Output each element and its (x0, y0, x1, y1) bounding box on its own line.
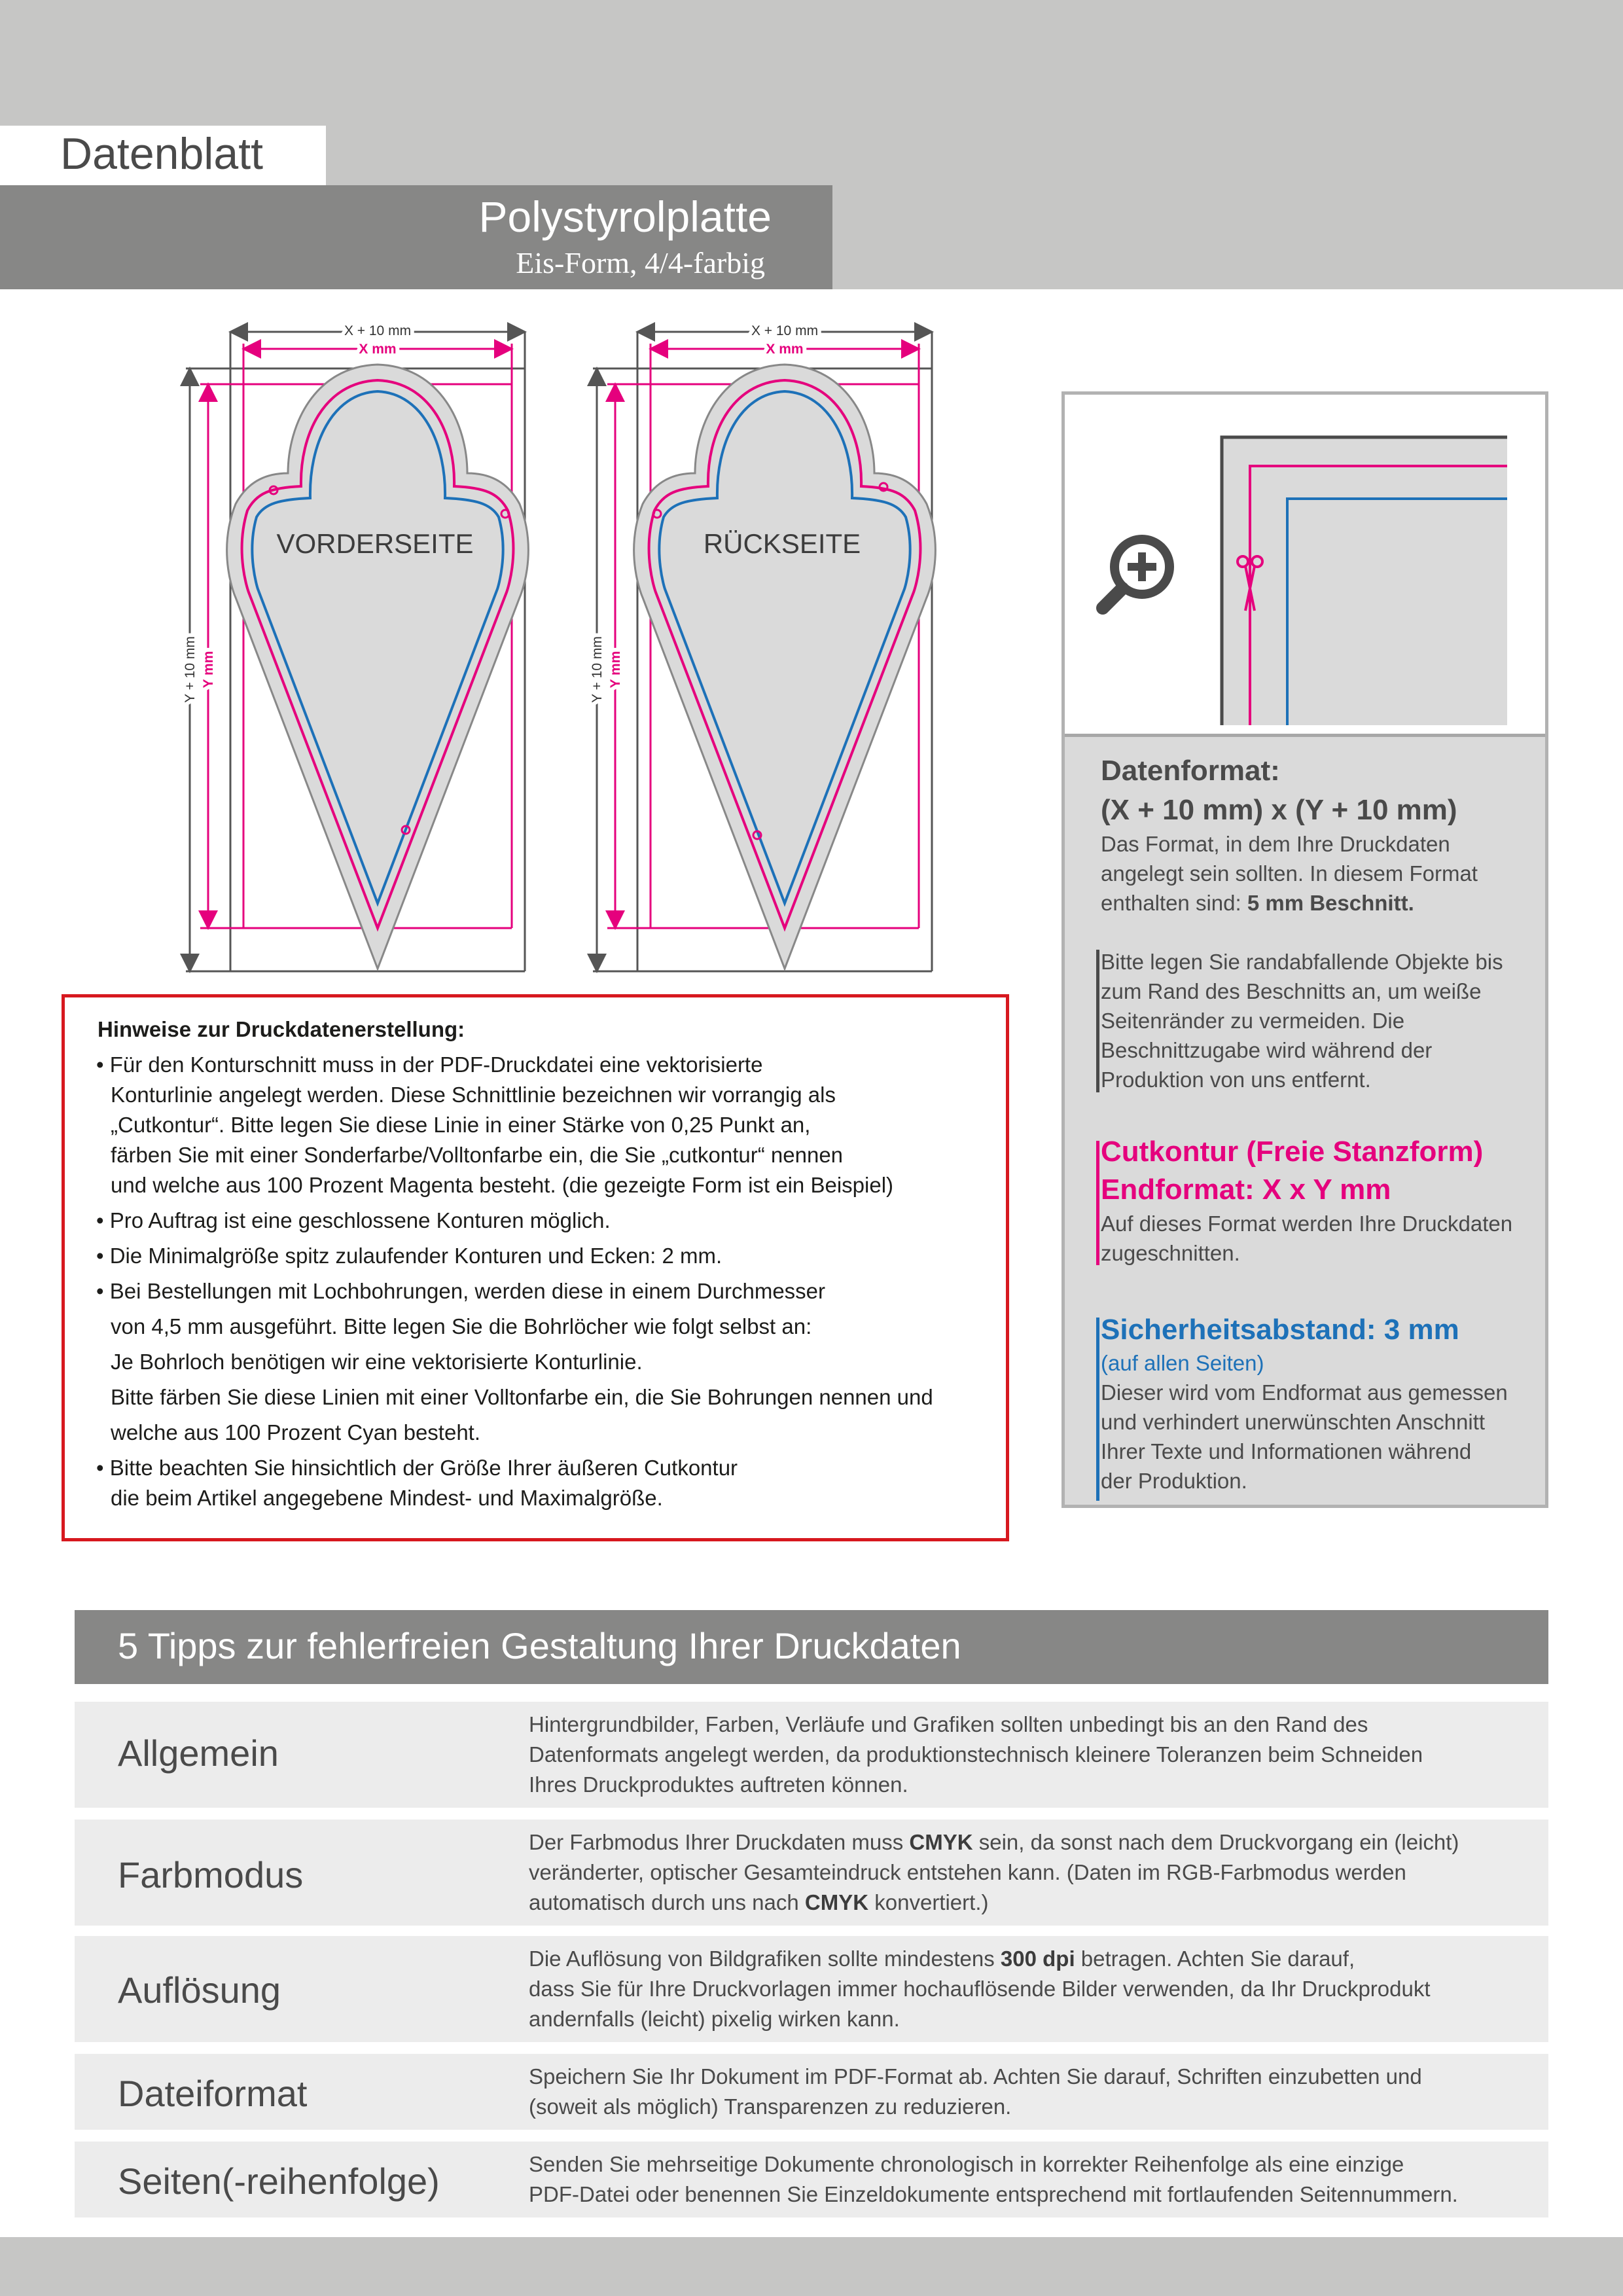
tip-text-bold: CMYK (804, 1890, 869, 1914)
tip-label: Dateiformat (118, 2073, 308, 2114)
format-text-bold: 5 mm Beschnitt. (1247, 891, 1414, 915)
back-dim-y-inner: Y mm (608, 651, 623, 689)
product-title: Polystyrolplatte (478, 192, 772, 241)
notes-line: färben Sie mit einer Sonderfarbe/Volltonfarbe ein, die Sie „cutkontur“ nennen (111, 1143, 844, 1167)
safe-text-2: und verhindert unerwünschten Anschnitt (1101, 1410, 1486, 1434)
notes-line: • Bei Bestellungen mit Lochbohrungen, werden diese in einem Durchmesser (96, 1279, 826, 1303)
notes-heading: Hinweise zur Druckdatenerstellung: (98, 1017, 465, 1041)
tip-text-part: konvertiert.) (868, 1890, 989, 1914)
cut-title-2: Endformat: X x Y mm (1101, 1174, 1391, 1206)
format-text-2: angelegt sein sollten. In diesem Format (1101, 861, 1478, 886)
notes-line: • Die Minimalgröße spitz zulaufender Konturen und Ecken: 2 mm. (96, 1244, 722, 1268)
format-text-3a: enthalten sind: (1101, 891, 1247, 915)
tip-text-part: betragen. Achten Sie darauf, (1075, 1946, 1355, 1971)
format-text-1: Das Format, in dem Ihre Druckdaten (1101, 832, 1450, 856)
tip-row-farbmodus (75, 1820, 1548, 1926)
bleed-text-2: zum Rand des Beschnitts an, um weiße (1101, 979, 1482, 1003)
tip-text: Hintergrundbilder, Farben, Verläufe und Grafiken sollten unbedingt bis an den Rand des (529, 1712, 1368, 1736)
tip-text: andernfalls (leicht) pixelig wirken kann. (529, 2007, 900, 2031)
cut-text-1: Auf dieses Format werden Ihre Druckdaten (1101, 1211, 1513, 1236)
tips-heading: 5 Tipps zur fehlerfreien Gestaltung Ihrer Druckdaten (118, 1625, 961, 1666)
tip-text: dass Sie für Ihre Druckvorlagen immer hochauflösende Bilder verwenden, da Ihr Druckprodukt (529, 1977, 1431, 2001)
front-label: VORDERSEITE (276, 528, 474, 559)
bleed-text-3: Seitenränder zu vermeiden. Die (1101, 1009, 1405, 1033)
notes-line: Konturlinie angelegt werden. Diese Schnittlinie bezeichnen wir vorrangig als (111, 1083, 836, 1107)
product-variant: Eis-Form, 4/4-farbig (516, 246, 765, 279)
tip-label: Farbmodus (118, 1854, 304, 1895)
cut-title-1: Cutkontur (Freie Stanzform) (1101, 1136, 1484, 1168)
doc-type-label: Datenblatt (60, 129, 263, 179)
safe-text-3: Ihrer Texte und Informationen während (1101, 1439, 1472, 1463)
format-text-3 (1101, 888, 1414, 918)
tip-row-seitenreihenfolge (75, 2142, 1548, 2217)
notes-line: Bitte färben Sie diese Linien mit einer Volltonfarbe ein, die Sie Bohrungen nennen und (111, 1385, 933, 1409)
tip-text: PDF-Datei oder benennen Sie Einzeldokumente entsprechend mit fortlaufenden Seitennummern. (529, 2182, 1458, 2206)
tip-text-bold: CMYK (909, 1830, 973, 1854)
safe-text-4: der Produktion. (1101, 1469, 1247, 1493)
tip-label: Auflösung (118, 1969, 281, 2011)
bleed-text-4: Beschnittzugabe wird während der (1101, 1038, 1433, 1062)
front-dim-x-inner: X mm (359, 342, 397, 357)
footer-bar (0, 2237, 1623, 2296)
tip-text-part: automatisch durch uns nach (529, 1890, 805, 1914)
bleed-bar (1096, 950, 1099, 1092)
tip-text (529, 1888, 988, 1918)
notes-line: • Bitte beachten Sie hinsichtlich der Größe Ihrer äußeren Cutkontur (96, 1456, 738, 1480)
tips-heading-bar (75, 1610, 1548, 1684)
format-title-1: Datenformat: (1101, 755, 1280, 787)
print-notes-box (62, 994, 1009, 1541)
safe-text-1: Dieser wird vom Endformat aus gemessen (1101, 1380, 1508, 1405)
tip-text: Ihres Druckproduktes auftreten können. (529, 1772, 908, 1797)
bleed-text-5: Produktion von uns entfernt. (1101, 1067, 1371, 1092)
front-dim-x-outer: X + 10 mm (344, 323, 412, 338)
front-dim-y-outer: Y + 10 mm (183, 636, 198, 703)
tip-text-part: Die Auflösung von Bildgrafiken sollte mindestens (529, 1946, 1001, 1971)
safe-bar (1096, 1318, 1099, 1501)
tip-text-part: sein, da sonst nach dem Druckvorgang ein (leicht) (972, 1830, 1459, 1854)
bleed-text-1: Bitte legen Sie randabfallende Objekte bis (1101, 950, 1503, 974)
notes-line: und welche aus 100 Prozent Magenta besteht. (die gezeigte Form ist ein Beispiel) (111, 1173, 894, 1197)
notes-line: • Für den Konturschnitt muss in der PDF-Druckdatei eine vektorisierte (96, 1052, 763, 1077)
front-dim-y-inner: Y mm (201, 651, 216, 689)
bleed-detail-graphic (1065, 395, 1545, 734)
back-dim-x-inner: X mm (766, 342, 804, 357)
tip-text-part: Der Farbmodus Ihrer Druckdaten muss (529, 1830, 910, 1854)
safe-title: Sicherheitsabstand: 3 mm (1101, 1314, 1459, 1346)
tip-text: Speichern Sie Ihr Dokument im PDF-Format ab. Achten Sie darauf, Schriften einzubetten und (529, 2064, 1422, 2089)
notes-line: • Pro Auftrag ist eine geschlossene Konturen möglich. (96, 1208, 611, 1232)
tip-row-allgemein (75, 1702, 1548, 1808)
info-panel (1061, 391, 1548, 1508)
tip-text-bold: 300 dpi (1000, 1946, 1075, 1971)
notes-line: von 4,5 mm ausgeführt. Bitte legen Sie die Bohrlöcher wie folgt selbst an: (111, 1314, 812, 1338)
back-label: RÜCKSEITE (703, 528, 861, 559)
tip-label: Allgemein (118, 1732, 279, 1774)
format-title-2: (X + 10 mm) x (Y + 10 mm) (1101, 794, 1457, 826)
notes-line: Je Bohrloch benötigen wir eine vektorisierte Konturlinie. (111, 1350, 643, 1374)
back-dim-y-outer: Y + 10 mm (590, 636, 605, 703)
back-diagram (590, 323, 935, 971)
zoom-plus-icon (1103, 539, 1169, 608)
notes-line: die beim Artikel angegebene Mindest- und Maximalgröße. (111, 1486, 663, 1510)
tip-label: Seiten(-reihenfolge) (118, 2161, 440, 2202)
tip-text: Datenformats angelegt werden, da produktionstechnisch kleinere Toleranzen beim Schneiden (529, 1742, 1423, 1767)
front-diagram (183, 323, 528, 971)
tip-row-aufloesung (75, 1936, 1548, 2042)
back-dim-x-outer: X + 10 mm (751, 323, 819, 338)
cut-bar (1096, 1141, 1099, 1265)
tip-text: Senden Sie mehrseitige Dokumente chronologisch in korrekter Reihenfolge als eine einzige (529, 2152, 1404, 2176)
notes-line: welche aus 100 Prozent Cyan besteht. (111, 1420, 481, 1444)
tip-text (529, 1827, 1459, 1857)
cut-text-2: zugeschnitten. (1101, 1241, 1240, 1265)
tip-row-dateiformat (75, 2054, 1548, 2130)
tip-text (529, 1944, 1355, 1974)
tip-text: (soweit als möglich) Transparenzen zu reduzieren. (529, 2094, 1012, 2119)
safe-subtitle: (auf allen Seiten) (1101, 1351, 1264, 1375)
tip-text: veränderter, optischer Gesamteindruck entstehen kann. (Daten im RGB-Farbmodus werden (529, 1860, 1406, 1884)
notes-line: „Cutkontur“. Bitte legen Sie diese Linie in einer Stärke von 0,25 Punkt an, (111, 1113, 811, 1137)
